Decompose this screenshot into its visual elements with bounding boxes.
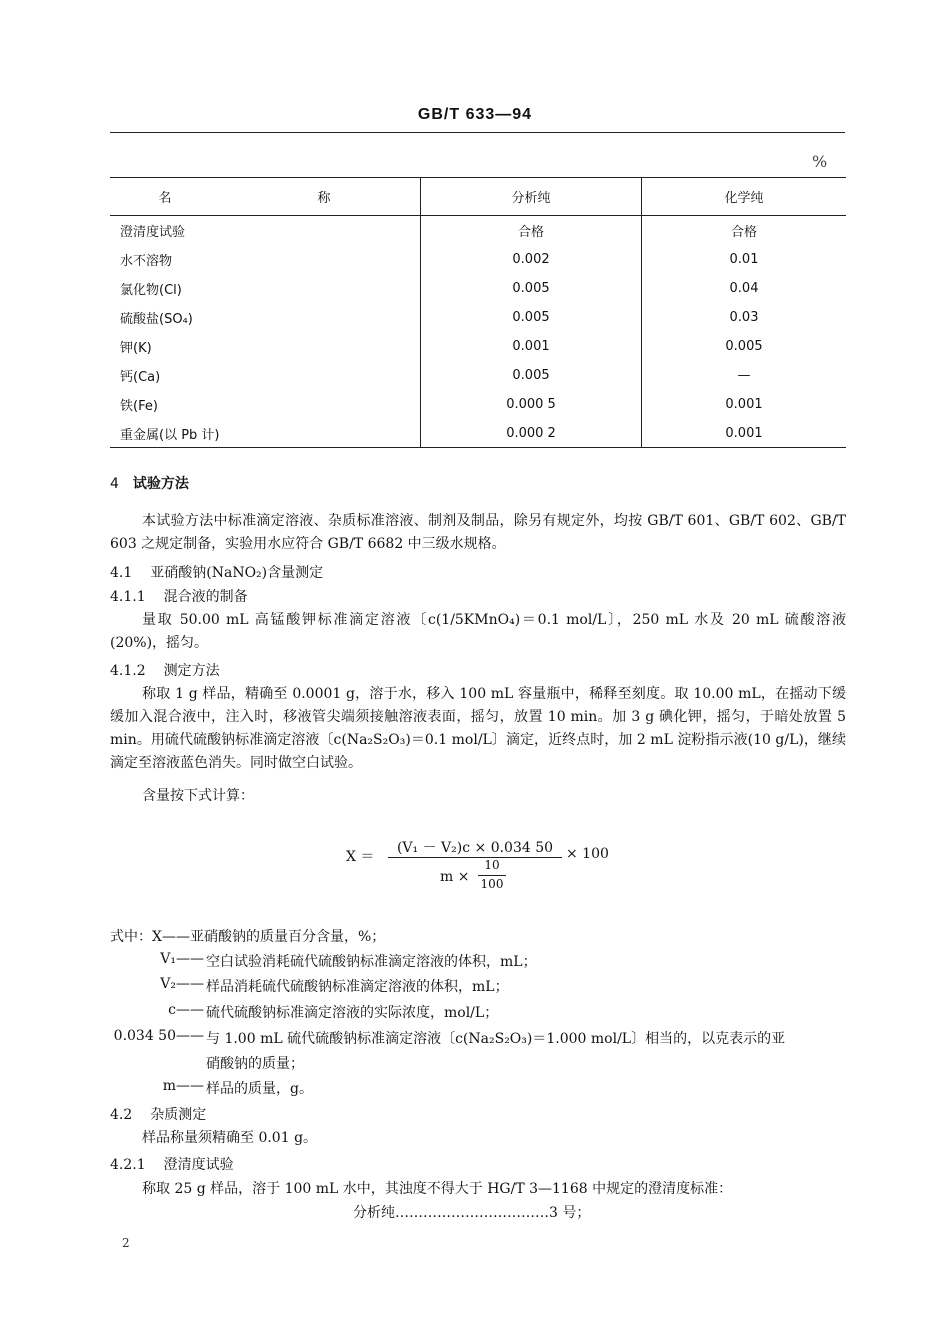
table-row [110, 303, 846, 332]
intro-paragraph: 本试验方法中标准滴定溶液、杂质标准溶液、制剂及制品，除另有规定外，均按 GB/T 601、GB/T 602、GB/T 603 之规定制备，实验用水应符合 GB/T 6682 中三级水规格。 [110, 513, 846, 552]
row-name: 水不溶物 [120, 254, 173, 269]
table-row [110, 216, 846, 246]
header-rule [110, 132, 845, 133]
section-4-1-2-heading [110, 660, 220, 680]
section-4-heading [110, 473, 189, 493]
row-analytical: 0.000 5 [421, 390, 642, 419]
section-4-2-1-heading [110, 1154, 234, 1174]
table-row [110, 419, 846, 448]
row-analytical: 0.005 [421, 361, 642, 390]
row-name: 钾(K) [120, 341, 152, 356]
section-title: 测定方法 [163, 663, 220, 679]
row-name: 铁(Fe) [120, 399, 158, 414]
row-analytical: 0.000 2 [421, 419, 642, 448]
section-title: 澄清度试验 [163, 1157, 234, 1173]
row-analytical: 0.005 [421, 274, 642, 303]
formula-inner-numerator: 10 [484, 858, 500, 872]
row-chemical: 0.005 [642, 332, 847, 361]
calculation-intro: 含量按下式计算： [142, 788, 254, 804]
formula-lhs: X ＝ [346, 849, 375, 865]
clarity-test-text: 称取 25 g 样品，溶于 100 mL 水中，其浊度不得大于 HG/T 3—1168 中规定的澄清度标准： [142, 1181, 733, 1197]
legend-desc: 亚硝酸钠的质量百分含量，%； [189, 929, 386, 945]
section-number: 4.2 [110, 1107, 133, 1123]
table-row [110, 274, 846, 303]
legend-desc: 与 1.00 mL 硫代硫酸钠标准滴定溶液〔c(Na₂S₂O₃)＝1.000 mol/L〕相当的，以克表示的亚 [206, 1031, 786, 1047]
table-row [110, 361, 846, 390]
formula-inner-denominator: 100 [480, 877, 504, 891]
table-header-row [110, 178, 846, 216]
legend-symbol: V₂—— [160, 976, 204, 992]
row-chemical: 0.001 [642, 419, 847, 448]
col-header-name: 名 称 [110, 178, 421, 216]
table-row [110, 332, 846, 361]
section-title: 杂质测定 [150, 1107, 207, 1123]
page-number: 2 [122, 1236, 130, 1250]
clarity-grade-analytical: 分析纯……………………………3 号； [353, 1205, 591, 1221]
legend-desc: 空白试验消耗硫代硫酸钠标准滴定溶液的体积，mL； [206, 954, 537, 970]
row-analytical: 0.002 [421, 245, 642, 274]
formula-numerator: (V₁ － V₂)c × 0.034 50 [396, 840, 554, 856]
legend-symbol: V₁—— [160, 951, 204, 967]
row-chemical: 合格 [642, 216, 847, 246]
row-chemical: — [642, 361, 847, 390]
section-title: 混合液的制备 [163, 589, 248, 605]
mixture-preparation-text: 量取 50.00 mL 高锰酸钾标准滴定溶液〔c(1/5KMnO₄)＝0.1 mol/L〕，250 mL 水及 20 mL 硫酸溶液(20%)，摇匀。 [110, 612, 846, 651]
legend-symbol: c—— [168, 1002, 204, 1018]
standard-header: GB/T 633—94 [417, 106, 533, 123]
legend-symbol: 0.034 50—— [113, 1028, 204, 1044]
section-title: 试验方法 [132, 476, 189, 492]
section-number: 4.1.1 [110, 589, 146, 605]
formula-den-left: m × [440, 869, 470, 885]
section-title: 亚硝酸钠(NaNO₂)含量测定 [150, 565, 324, 581]
impurity-weighing-text: 样品称量须精确至 0.01 g。 [142, 1130, 318, 1146]
table-row [110, 390, 846, 419]
formula-fraction-bar [388, 857, 562, 858]
legend-item [110, 926, 385, 946]
section-number: 4.1 [110, 565, 133, 581]
section-4-1-1-heading [110, 586, 248, 606]
formula-inner-fraction-bar [478, 875, 506, 876]
legend-desc: 样品消耗硫代硫酸钠标准滴定溶液的体积，mL； [206, 979, 509, 995]
row-chemical: 0.001 [642, 390, 847, 419]
row-analytical: 合格 [421, 216, 642, 246]
section-4-2-heading [110, 1104, 206, 1124]
section-4-1-heading [110, 562, 323, 582]
row-name: 澄清度试验 [120, 225, 186, 240]
row-chemical: 0.04 [642, 274, 847, 303]
formula-rhs: × 100 [566, 846, 609, 862]
legend-desc: 硫代硫酸钠标准滴定溶液的实际浓度，mol/L； [206, 1005, 499, 1021]
section-number: 4.1.2 [110, 663, 146, 679]
row-chemical: 0.01 [642, 245, 847, 274]
row-name: 硫酸盐(SO₄) [120, 312, 193, 327]
row-name: 氯化物(Cl) [120, 283, 182, 298]
col-header-chemical: 化学纯 [642, 178, 847, 216]
row-chemical: 0.03 [642, 303, 847, 332]
legend-desc: 样品的质量，g。 [206, 1081, 313, 1097]
row-name: 重金属(以 Pb 计) [110, 419, 421, 448]
row-analytical: 0.005 [421, 303, 642, 332]
row-name: 钙(Ca) [120, 370, 161, 385]
section-number: 4 [110, 476, 119, 492]
row-analytical: 0.001 [421, 332, 642, 361]
determination-method-text: 称取 1 g 样品，精确至 0.0001 g，溶于水，移入 100 mL 容量瓶中，稀释至刻度。取 10.00 mL，在摇动下缓缓加入混合液中，注入时，移液管尖端须接触溶液表面，摇匀，放置 10 min。加 3 g 碘化钾，摇匀，于暗处放置 5 min。用硫代硫酸钠标准滴定溶液〔c(Na₂S₂O₃)＝0.1 mol/L〕滴定，近终点时，加 2 mL 淀粉指示液(10 g/L)，继续滴定至溶液蓝色消失。同时做空白试验。 [110, 686, 846, 771]
legend-desc: 硝酸钠的质量； [206, 1056, 304, 1072]
unit-label: % [812, 152, 828, 171]
legend-symbol: 式中：X—— [110, 929, 190, 945]
section-number: 4.2.1 [110, 1157, 146, 1173]
table-row [110, 245, 846, 274]
legend-symbol: m—— [162, 1078, 204, 1094]
col-header-analytical: 分析纯 [421, 178, 642, 216]
specification-table [110, 177, 846, 448]
